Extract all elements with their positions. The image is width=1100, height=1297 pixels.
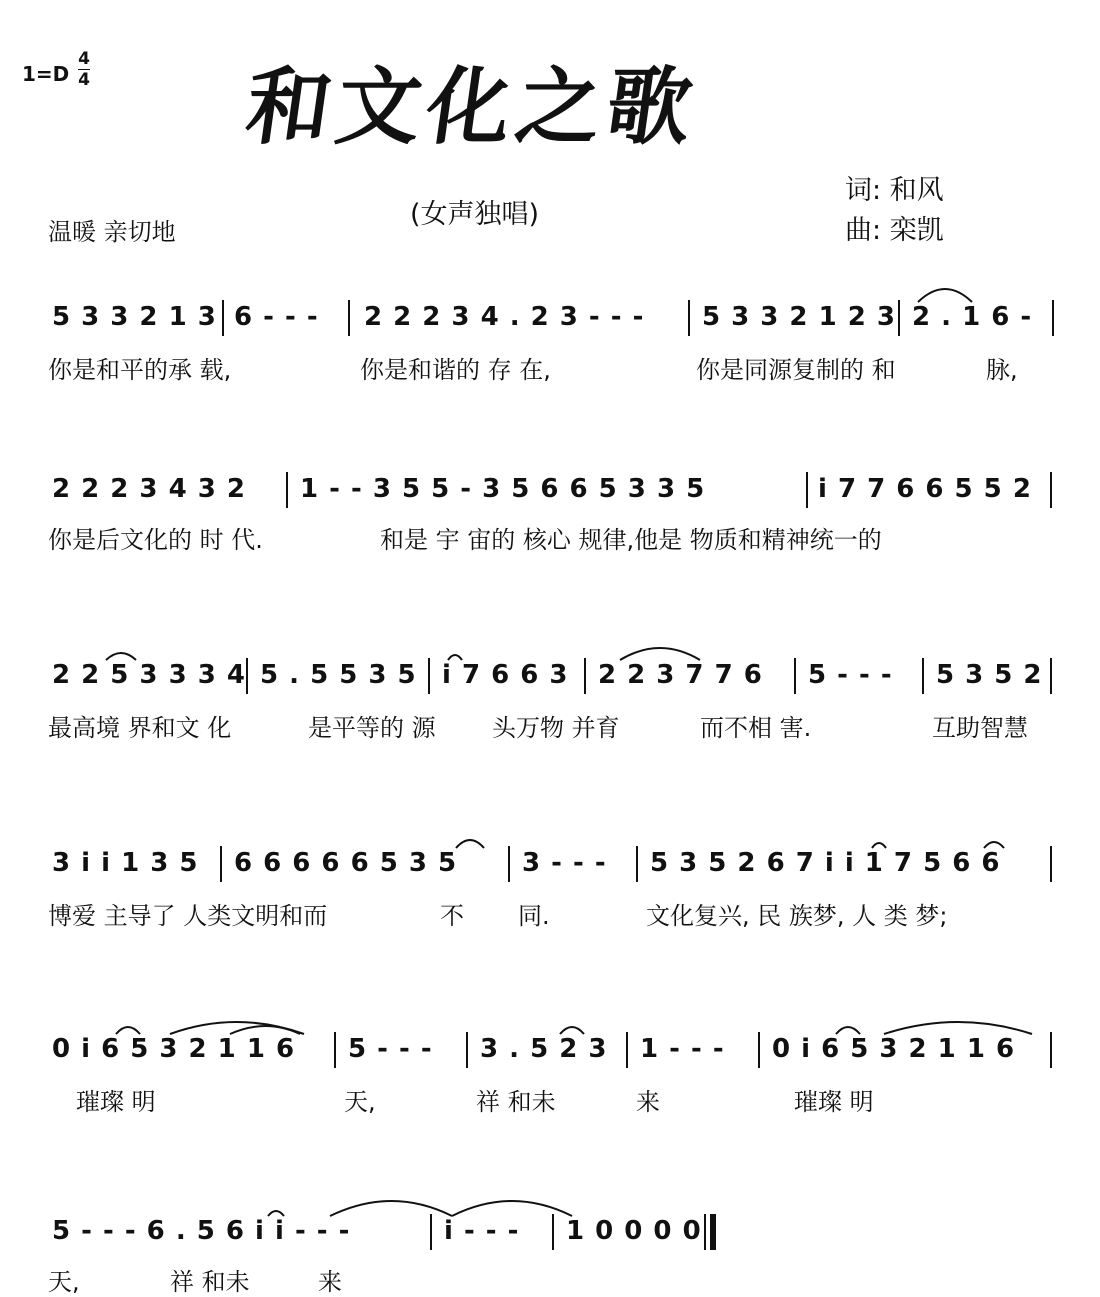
- measure-3: 3 . 5 2 3: [480, 1034, 608, 1064]
- lyric-line: 来: [318, 1268, 342, 1296]
- final-barline-thin: [704, 1214, 706, 1250]
- lyric-line: 最高境 界和文 化: [48, 714, 232, 742]
- lyric-line: 你是和平的承 载,: [48, 356, 232, 384]
- measure-1: 2 2 2 3 4 3 2: [52, 474, 246, 504]
- lyric-line: 同.: [518, 902, 550, 930]
- measure-3: i 7 7 6 6 5 5 2: [818, 474, 1032, 504]
- final-barline-thick: [710, 1214, 716, 1250]
- lyric-line: 天,: [48, 1268, 80, 1296]
- measure-5: 2 . 1 6 -: [912, 302, 1033, 332]
- time-signature: [78, 50, 90, 89]
- measure-1: 5 - - - 6 . 5 6 i i - - -: [52, 1216, 351, 1246]
- measure-2: i - - -: [444, 1216, 520, 1246]
- lyric-line: 祥 和未: [476, 1088, 556, 1116]
- lyric-line: 是平等的 源: [308, 714, 436, 742]
- lyric-line: 不: [440, 902, 464, 930]
- lyric-line: 天,: [344, 1088, 376, 1116]
- measure-4: 1 - - -: [640, 1034, 725, 1064]
- score-system-3: [0, 658, 1100, 808]
- subtitle: (女声独唱): [410, 199, 540, 230]
- lyric-line: 脉,: [986, 356, 1018, 384]
- measure-4: 5 3 3 2 1 2 3: [702, 302, 896, 332]
- lyric-line: 文化复兴, 民 族梦, 人 类 梦;: [646, 902, 948, 930]
- time-signature-top: 4: [78, 49, 90, 69]
- measure-3: 1 0 0 0 0: [566, 1216, 702, 1246]
- lyric-line: 你是后文化的 时 代.: [48, 526, 263, 554]
- lyric-line: 璀璨 明: [76, 1088, 156, 1116]
- composer-credit: 曲: 栾凯: [845, 215, 944, 246]
- time-signature-bottom: 4: [78, 70, 90, 90]
- lyric-line: 互助智慧: [932, 714, 1028, 742]
- lyric-line: 璀璨 明: [794, 1088, 874, 1116]
- measure-3: 3 - - -: [522, 848, 607, 878]
- measure-5: 5 - - -: [808, 660, 893, 690]
- lyric-line: 博爱 主导了 人类文明和而: [48, 902, 328, 930]
- lyric-line: 头万物 并育: [492, 714, 620, 742]
- measure-3: i 7 6 6 3: [442, 660, 569, 690]
- lyric-line: 你是同源复制的 和: [696, 356, 896, 384]
- score-system-6: [0, 1214, 1100, 1296]
- score-system-5: [0, 1032, 1100, 1182]
- measure-2: 6 6 6 6 6 5 3 5: [234, 848, 458, 878]
- measure-2: 5 . 5 5 3 5: [260, 660, 417, 690]
- song-title: 和文化之歌: [240, 57, 705, 156]
- measure-6: 5 3 5 2: [936, 660, 1043, 690]
- measure-1: 3 i i 1 3 5: [52, 848, 199, 878]
- score-system-2: [0, 472, 1100, 622]
- lyric-line: 而不相 害.: [700, 714, 812, 742]
- lyric-line: 来: [636, 1088, 660, 1116]
- score-system-4: [0, 846, 1100, 996]
- measure-2: 1 - - 3 5 5 - 3 5 6 6 5 3 3 5: [300, 474, 706, 504]
- measure-5: 0 i 6 5 3 2 1 1 6: [772, 1034, 1016, 1064]
- measure-1: 2 2 5 3 3 3 4: [52, 660, 246, 690]
- measure-4: 5 3 5 2 6 7 i i 1 7 5 6 6: [650, 848, 1001, 878]
- lyric-line: 你是和谐的 存 在,: [360, 356, 551, 384]
- score-system-1: [0, 300, 1100, 450]
- lyric-line: 祥 和未: [170, 1268, 250, 1296]
- lyric-line: 和是 宇 宙的 核心 规律,他是 物质和精神统一的: [380, 526, 882, 554]
- measure-2: 5 - - -: [348, 1034, 433, 1064]
- key-signature: 1=D: [22, 62, 70, 86]
- lyricist-credit: 词: 和风: [845, 175, 944, 206]
- measure-1: 0 i 6 5 3 2 1 1 6: [52, 1034, 296, 1064]
- measure-1: 5 3 3 2 1 3: [52, 302, 217, 332]
- measure-2: 6 - - -: [234, 302, 319, 332]
- measure-4: 2 2 3 7 7 6: [598, 660, 763, 690]
- measure-3: 2 2 2 3 4 . 2 3 - - -: [364, 302, 645, 332]
- tempo-marking: 温暖 亲切地: [48, 218, 176, 246]
